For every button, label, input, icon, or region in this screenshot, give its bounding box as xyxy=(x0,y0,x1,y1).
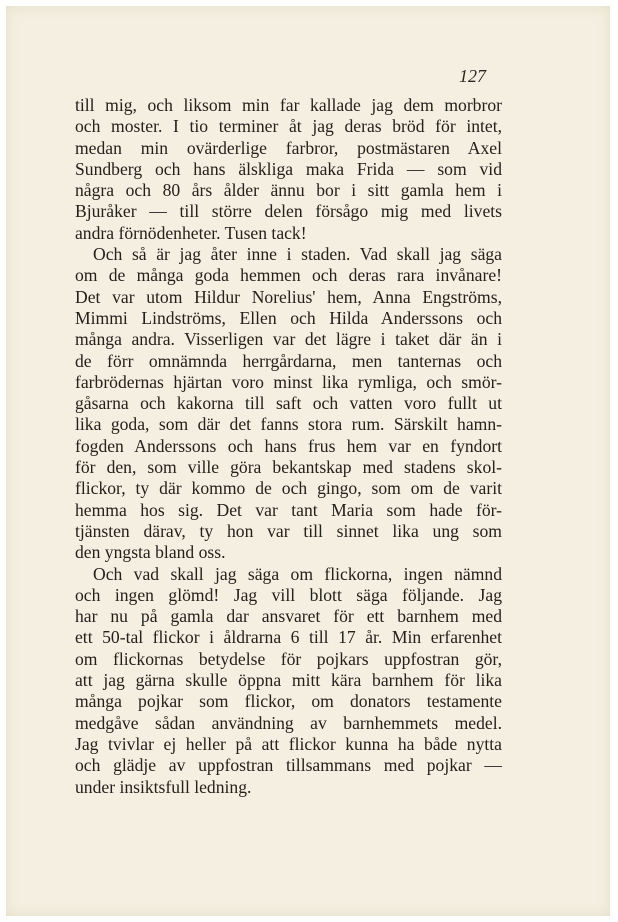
text-line: Och så är jag åter inne i staden. Vad skall jag säga xyxy=(93,244,502,265)
text-line: gåsarna och kakorna till saft och vatten voro fullt ut xyxy=(75,393,502,414)
text-line: tjänsten därav, ty hon var till sinnet lika ung som xyxy=(75,520,502,541)
text-line: Det var utom Hildur Norelius' hem, Anna Engströms, xyxy=(75,286,502,307)
paragraph xyxy=(75,564,502,798)
text-line: farbrödernas hjärtan voro minst lika rymliga, och smör- xyxy=(75,371,502,392)
text-line: ett 50-tal flickor i åldrarna 6 till 17 år. Min erfarenhet xyxy=(75,627,502,648)
paragraph xyxy=(75,244,502,563)
text-line: medgåve sådan användning av barnhemmets medel. xyxy=(75,712,502,733)
text-line: Jag tvivlar ej heller på att flickor kunna ha både nytta xyxy=(75,733,502,754)
text-line: hemma hos sig. Det var tant Maria som hade för- xyxy=(75,499,502,520)
text-line: att jag gärna skulle öppna mitt kära barnhem för lika xyxy=(75,670,502,691)
text-line: Och vad skall jag säga om flickorna, ingen nämnd xyxy=(93,563,502,584)
text-line: Mimmi Lindströms, Ellen och Hilda Anderssons och xyxy=(75,307,502,328)
text-line: om flickornas betydelse för pojkars uppfostran gör, xyxy=(75,648,502,669)
text-line: har nu på gamla dar ansvaret för ett barnhem med xyxy=(75,606,502,627)
text-line: flickor, ty där kommo de och gingo, som om de varit xyxy=(75,478,502,499)
text-line: några och 80 års ålder ännu bor i sitt gamla hem i xyxy=(75,180,502,201)
text-line: och ingen glömd! Jag vill blott säga följande. Jag xyxy=(75,584,502,605)
text-line: och moster. I tio terminer åt jag deras bröd för intet, xyxy=(75,116,502,137)
text-line: de förr omnämnda herrgårdarna, men tanternas och xyxy=(75,350,502,371)
text-line: fogden Anderssons och hans frus hem var en fyndort xyxy=(75,435,502,456)
book-page xyxy=(6,6,610,916)
text-line: till mig, och liksom min far kallade jag dem morbror xyxy=(75,95,502,115)
text-line: för den, som ville göra bekantskap med stadens skol- xyxy=(75,457,502,478)
text-line: Bjuråker — till större delen försågo mig med livets xyxy=(75,201,502,222)
text-line: Sundberg och hans älskliga maka Frida — som vid xyxy=(75,158,502,179)
text-line: den yngsta bland oss. xyxy=(75,542,226,563)
text-line: och glädje av uppfostran tillsammans med pojkar — xyxy=(75,755,502,776)
text-line: andra förnödenheter. Tusen tack! xyxy=(75,222,307,243)
text-line: många pojkar som flickor, om donators testamente xyxy=(75,691,502,712)
text-line: lika goda, som där det fanns stora rum. Särskilt hamn- xyxy=(75,414,502,435)
text-line: om de många goda hemmen och deras rara invånare! xyxy=(75,265,502,286)
text-line: under insiktsfull ledning. xyxy=(75,776,252,797)
paragraph xyxy=(75,95,502,244)
text-line: många andra. Visserligen var det lägre i taket där än i xyxy=(75,329,502,350)
page-number: 127 xyxy=(459,66,486,86)
text-line: medan min ovärderlige farbror, postmästaren Axel xyxy=(75,137,502,158)
body-text xyxy=(75,95,502,798)
